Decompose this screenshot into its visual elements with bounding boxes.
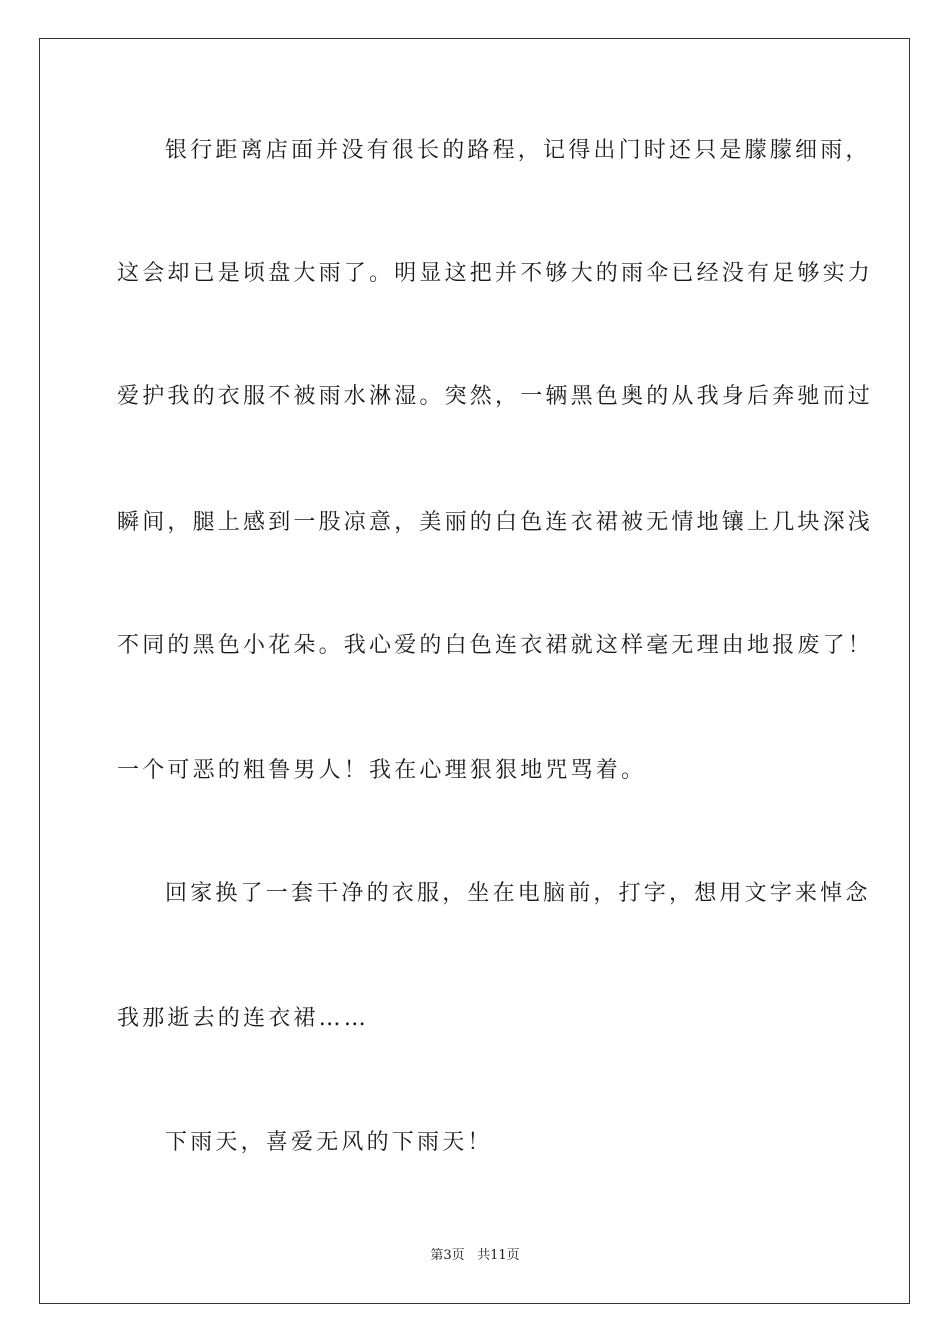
page-border (39, 38, 910, 1304)
text-line-2: 这会却已是顷盘大雨了。明显这把并不够大的雨伞已经没有足够实力 (117, 261, 874, 286)
text-line-1: 银行距离店面并没有很长的路程，记得出门时还只是朦朦细雨， (165, 138, 871, 163)
text-line-8: 我那逝去的连衣裙…… (117, 1006, 370, 1031)
page-number: 第3页 (430, 1248, 465, 1263)
page-footer (0, 1247, 950, 1265)
text-line-4: 瞬间，腿上感到一股凉意，美丽的白色连衣裙被无情地镶上几块深浅 (117, 510, 874, 535)
text-line-6: 一个可恶的粗鲁男人！我在心理狠狠地咒骂着。 (117, 758, 647, 783)
text-line-7: 回家换了一套干净的衣服，坐在电脑前，打字，想用文字来悼念 (165, 881, 871, 906)
page-total: 共11页 (477, 1248, 520, 1263)
text-line-3: 爱护我的衣服不被雨水淋湿。突然，一辆黑色奥的从我身后奔驰而过 (117, 384, 874, 409)
text-line-5: 不同的黑色小花朵。我心爱的白色连衣裙就这样毫无理由地报废了！ (117, 633, 874, 658)
text-line-9: 下雨天，喜爱无风的下雨天！ (165, 1130, 493, 1155)
